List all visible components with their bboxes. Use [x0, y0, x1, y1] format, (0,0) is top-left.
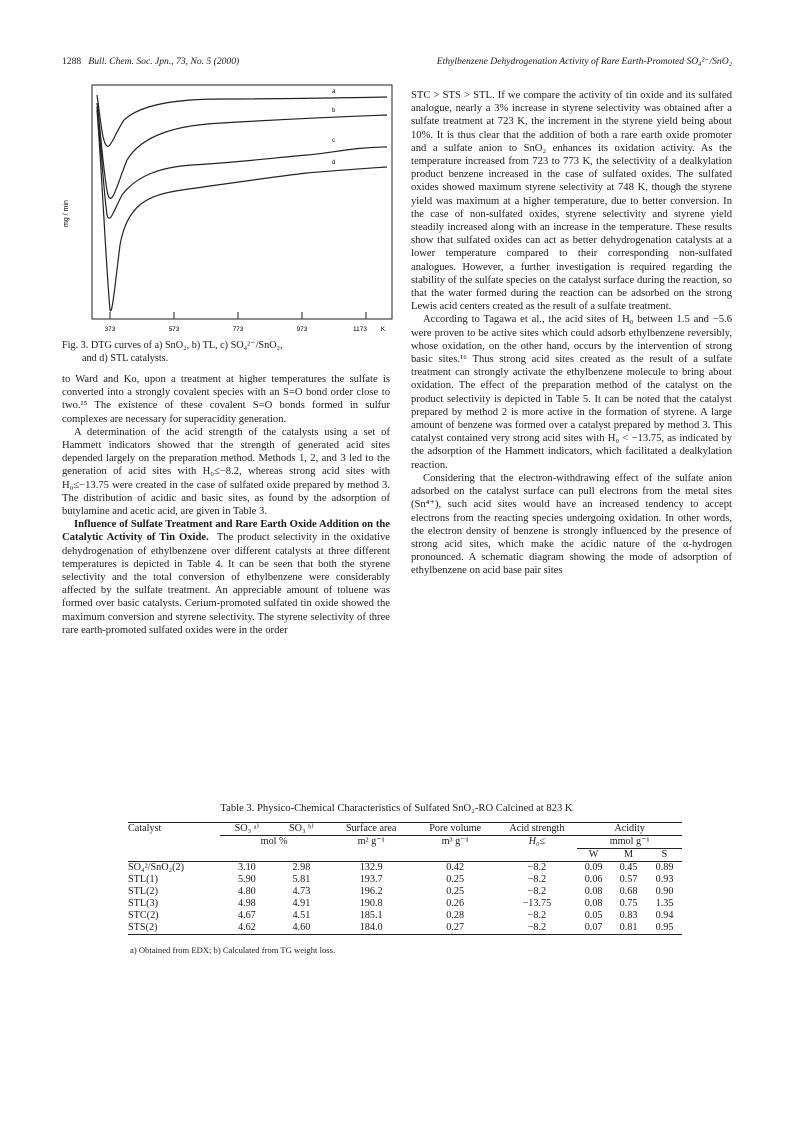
acidity-sub-w: W [577, 849, 610, 862]
cell: STL(2) [128, 886, 158, 897]
dtg-curve-c [97, 107, 387, 218]
cell: 0.27 [446, 922, 465, 933]
cell: STS(2) [128, 922, 158, 933]
cell: 185.1 [359, 910, 383, 921]
table-3 [128, 822, 682, 935]
cell: 4.62 [237, 922, 256, 933]
caption-line: and d) STL catalysts. [82, 352, 169, 364]
cell: STL(1) [128, 874, 158, 885]
cell: 0.05 [584, 910, 603, 921]
dtg-curve-a [97, 95, 387, 146]
cell: STL(3) [128, 898, 158, 909]
cell: 0.83 [619, 910, 638, 921]
cell: 0.09 [584, 862, 603, 873]
caption-line: Fig. 3. DTG curves of a) SnO₂, b) TL, c) SO₄²⁻/SnO₂, [62, 340, 283, 351]
col-header-pore-volume: Pore volume [429, 823, 482, 834]
cell: 0.08 [584, 886, 603, 897]
x-tick-label: 573 [168, 326, 180, 333]
paragraph: to Ward and Ko, upon a treatment at higher temperatures the sulfate is converted into a strongly covalent species with an S=O bond order close to two.¹⁵ The existence of these covalent S=O bonds formed in sulfur complexes are necessary for superacidity generation. [62, 374, 390, 425]
section-text: The product selectivity in the oxidative dehydrogenation of ethylbenzene over different catalysts at three different temperatures is depicted in Table 4. It can be seen that both the styrene selectivity and the total conversion of ethylbenzene were considerably affected by the sulfate treatment. An appreciable amount of toluene was formed over basic catalysts. Cerium-promoted sulfated tin oxide showed the maximum conversion and styrene selectivity. The styrene selectivity of three rare earth-promoted sulfated oxides were in the order [62, 532, 391, 636]
col-header-so3b: SO₃ ᵇ⁾ [288, 823, 314, 834]
section-paragraph [62, 518, 390, 637]
cell: −8.2 [527, 922, 547, 933]
cell: 196.2 [359, 886, 383, 897]
right-column [411, 89, 732, 578]
header-left [62, 56, 239, 67]
cell: 132.9 [359, 862, 383, 873]
y-axis-label: mg / min [63, 200, 70, 227]
cell: 2.98 [292, 862, 311, 873]
table-footnote: a) Obtained from EDX; b) Calculated from TG weight loss. [130, 945, 336, 955]
journal-citation: Bull. Chem. Soc. Jpn., 73, No. 5 (2000) [88, 56, 240, 67]
x-tick-label: 973 [296, 326, 308, 333]
col-header-acidity: Acidity [614, 823, 645, 834]
cell: 0.42 [446, 862, 465, 873]
cell: 4.91 [292, 898, 311, 909]
cell: 5.81 [292, 874, 311, 885]
cell: 0.08 [584, 898, 603, 909]
curve-label-d: d [332, 160, 336, 166]
curve-label-c: c [332, 138, 335, 144]
col-header-catalyst: Catalyst [128, 823, 162, 835]
paragraph: STC > STS > STL. If we compare the activity of tin oxide and its sulfated analogue, nearly a 3% increase in styrene selectivity was obtained after a sulfate treatment at 723 K, the increment in the styrene yield being about 10%. It is thus clear that the addition of both a rare earth oxide promoter and a sulfate anion to SnO₂ enhances its oxidation activity. As the temperature increased from 723 to 773 K, the selectivity of a dealkylation product benzene increased in the case of sulfated oxides. The sulfated oxides showed maximum styrene selectivity at 748 K, though the styrene yield was maximum at a higher temperature, due to better conversion. In the case of non-sulfated oxides, styrene selectivity and styrene yield steadily increased along with an increase in the temperature. These results show that sulfated oxides can act as better dehydrogenation catalysts at a lower temperature compared to their corresponding non-sulfated analogues. However, a further investigation is required regarding the stability of the sulfate species on the catalyst surface during the reaction, so that the water formed during the reaction can be adsorbed on the strong Lewis acid centers created as the result of a sulfate treatment. [411, 90, 732, 313]
unit-so3: mol % [220, 836, 329, 849]
running-title: Ethylbenzene Dehydrogenation Activity of Rare Earth-Promoted SO₄²⁻/SnO₂ [436, 56, 732, 67]
cell: 4.98 [237, 898, 256, 909]
paragraph: A determination of the acid strength of the catalysts using a set of Hammett indicators showed that the strength of generated acid sites depended largely on the preparation method. Methods 1, 2, and 3 led to the generation of acid sites with H₀≤−8.2, whereas strong acid sites with H₀≤−13.75 were created in the case of sulfated oxide prepared by method 3. The distribution of acidic and basic sites, as found by the adsorption of butylamine and acetic acid, are given in Table 3. [62, 426, 390, 518]
plot-frame [92, 85, 392, 319]
x-tick-label: 773 [232, 326, 244, 333]
cell: 4.67 [237, 910, 256, 921]
cell: −8.2 [527, 862, 547, 873]
cell: 0.94 [655, 910, 674, 921]
table-row [128, 898, 682, 910]
cell: −8.2 [527, 910, 547, 921]
cell: 0.45 [619, 862, 638, 873]
cell: −8.2 [527, 874, 547, 885]
cell: 0.28 [446, 910, 465, 921]
col-header-so3a: SO₃ ᵃ⁾ [234, 823, 260, 834]
cell: 0.26 [446, 898, 465, 909]
cell: 0.93 [655, 874, 674, 885]
table-title: Table 3. Physico-Chemical Characteristics of Sulfated SnO₂-RO Calcined at 823 K [220, 803, 573, 814]
paragraph: According to Tagawa et al., the acid sites of H₀ between 1.5 and −5.6 were proven to be active sites which could adsorb ethylbenzene reversibly, whose oxidation, on the other hand, occurs by the intervention of strong basic sites.¹⁶ Thus strong acid sites created as the result of a sulfate treatment can strongly activate the ethylbenzene molecule to bring about oxidation. The effect of the preparation method of the catalyst on the product selectivity is depicted in Table 5. It can be noted that the catalyst prepared by method 2 is more active in the formation of styrene. A large amount of benzene was formed over a catalyst prepared by method 3. This catalyst contained very strong acid sites with H₀ < −13.75, as indicated by the adsorption of the Hammett indicators, which facilitated a dealkylation reaction. [411, 314, 732, 471]
col-header-surface-area: Surface area [345, 823, 397, 834]
dtg-curve-d [97, 110, 387, 311]
unit-acidity: mmol g⁻¹ [577, 836, 682, 849]
running-header [62, 56, 732, 70]
cell: 0.68 [619, 886, 638, 897]
cell: −13.75 [522, 898, 552, 909]
acidity-sub-m: M [610, 849, 647, 862]
cell: 1.35 [655, 898, 674, 909]
cell: 0.90 [655, 886, 674, 897]
cell: 5.90 [237, 874, 256, 885]
cell: 4.60 [292, 922, 311, 933]
cell: −8.2 [527, 886, 547, 897]
table-row [128, 910, 682, 922]
cell: 0.95 [655, 922, 674, 933]
cell: 0.25 [446, 874, 465, 885]
page-number: 1288 [62, 56, 82, 67]
col-header-acid-strength: Acid strength [509, 823, 565, 834]
acidity-sub-s: S [647, 849, 682, 862]
x-axis-ticks [110, 312, 366, 319]
data-table [128, 822, 682, 935]
curve-label-b: b [332, 108, 336, 114]
dtg-figure [63, 85, 395, 340]
table-row [128, 874, 682, 886]
unit-acid-strength: H₀≤ [497, 836, 578, 849]
cell: 0.07 [584, 922, 603, 933]
cell: 0.75 [619, 898, 638, 909]
cell: 0.89 [655, 862, 674, 873]
paragraph: Considering that the electron-withdrawing effect of the sulfate anion adsorbed on the catalyst surface can pull electrons from the metal sites (Sn⁴⁺), such acid sites would have an increased tendency to accept electrons from the reacting species undergoing oxidation. In other words, the electron density of benzene is strongly influenced by the presence of strong acid sites, which make the acidic nature of the α-hydrogen pronounced. A schematic diagram showing the mode of adsorption of ethylbenzene on acid base pair sites [411, 472, 732, 577]
cell: 3.10 [237, 862, 256, 873]
x-tick-label: 1173 [353, 326, 367, 333]
cell: 184.0 [359, 922, 383, 933]
section-heading: Influence of Sulfate Treatment and Rare Earth Oxide Addition on the Catalytic Activity of Tin Oxide. [62, 519, 390, 544]
table-row [128, 922, 682, 935]
cell: 4.80 [237, 886, 256, 897]
curve-label-a: a [332, 89, 336, 95]
cell: 4.51 [292, 910, 311, 921]
x-axis-unit: K [380, 326, 386, 333]
cell: 0.81 [619, 922, 638, 933]
table-row [128, 886, 682, 898]
cell: 0.25 [446, 886, 465, 897]
cell: 0.57 [619, 874, 638, 885]
figure-caption [62, 340, 387, 365]
unit-surface-area: m² g⁻¹ [329, 836, 414, 849]
cell: 193.7 [359, 874, 383, 885]
cell: STC(2) [128, 910, 159, 921]
x-tick-label: 373 [104, 326, 116, 333]
table-row [128, 862, 682, 875]
cell: 190.8 [359, 898, 383, 909]
left-column [62, 373, 390, 637]
cell: SO₄²/SnO₂(2) [128, 862, 185, 873]
cell: 0.06 [584, 874, 603, 885]
unit-pore-volume: m³ g⁻¹ [414, 836, 497, 849]
cell: 4.73 [292, 886, 311, 897]
